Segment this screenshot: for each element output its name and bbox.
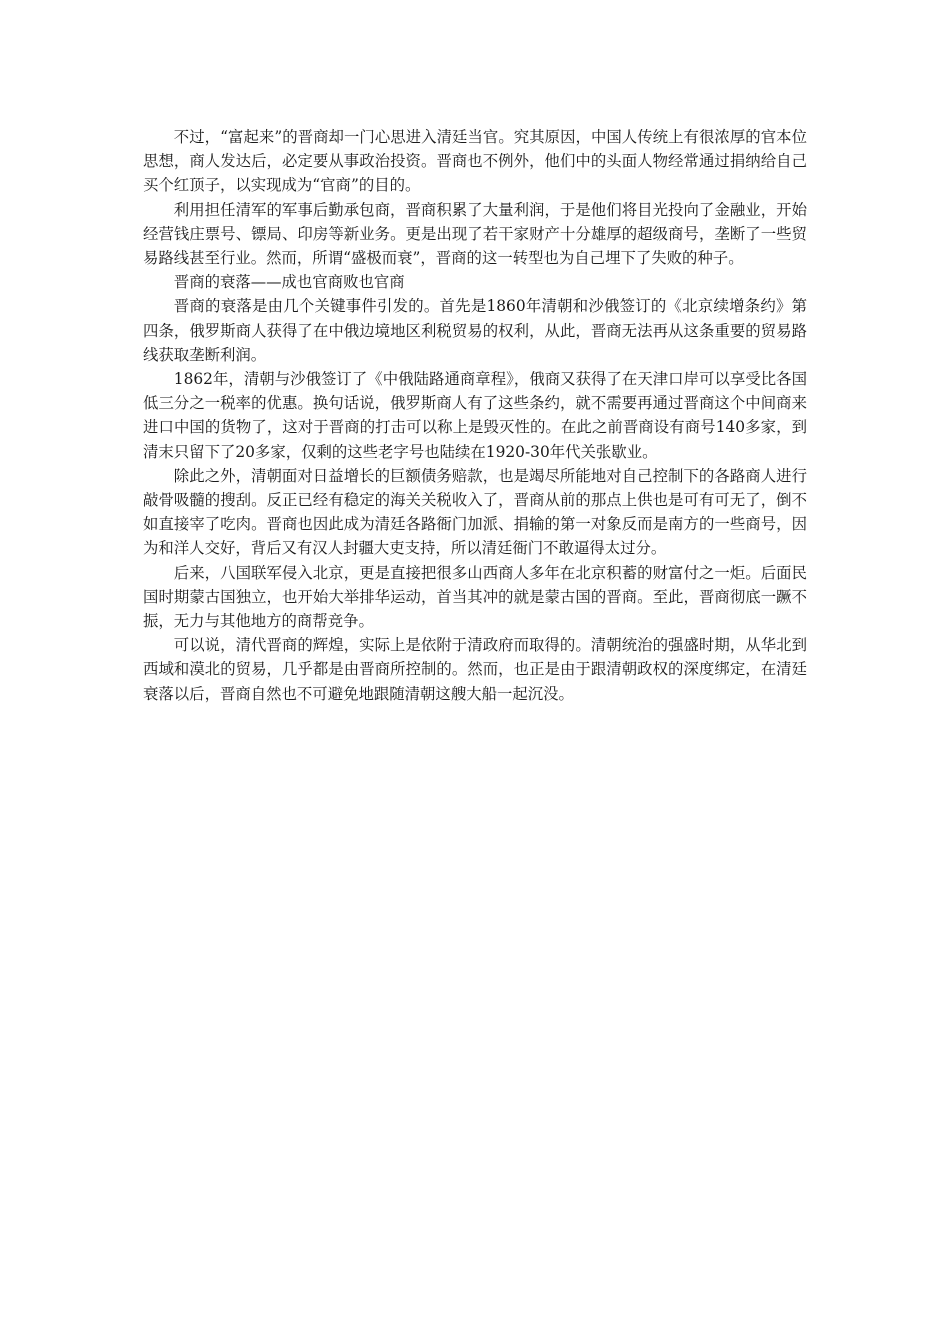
paragraph-5: 除此之外，清朝面对日益增长的巨额债务赔款，也是竭尽所能地对自己控制下的各路商人进行敲骨吸髓的搜刮。反正已经有稳定的海关关税收入了，晋商从前的那点上供也是可有可无了，倒不如直接宰了吃肉。晋商也因此成为清廷各路衙门加派、捐输的第一对象反而是南方的一些商号，因为和洋人交好，背后又有汉人封疆大吏支持，所以清廷衙门不敢逼得太过分。 bbox=[143, 466, 807, 558]
paragraph-4: 1862年，清朝与沙俄签订了《中俄陆路通商章程》，俄商又获得了在天津口岸可以享受比各国低三分之一税率的优惠。换句话说，俄罗斯商人有了这些条约，就不需要再通过晋商这个中间商来进口中国的货物了，这对于晋商的打击可以称上是毁灭性的。在此之前晋商设有商号140多家，到清末只留下了20多家，仅剩的这些老字号也陆续在1920-30年代关张歇业。 bbox=[143, 370, 807, 461]
paragraph-7: 可以说，清代晋商的辉煌，实际上是依附于清政府而取得的。清朝统治的强盛时期，从华北到西域和漠北的贸易，几乎都是由晋商所控制的。然而，也正是由于跟清朝政权的深度绑定，在清廷衰落以后，晋商自然也不可避免地跟随清朝这艘大船一起沉没。 bbox=[143, 636, 807, 703]
article-body bbox=[143, 125, 807, 706]
paragraph-3: 晋商的衰落是由几个关键事件引发的。首先是1860年清朝和沙俄签订的《北京续增条约》第四条，俄罗斯商人获得了在中俄边境地区利税贸易的权利，从此，晋商无法再从这条重要的贸易路线获取垄断利润。 bbox=[143, 297, 807, 364]
paragraph-6: 后来，八国联军侵入北京，更是直接把很多山西商人多年在北京积蓄的财富付之一炬。后面民国时期蒙古国独立，也开始大举排华运动，首当其冲的就是蒙古国的晋商。至此，晋商彻底一蹶不振，无力与其他地方的商帮竞争。 bbox=[143, 563, 807, 631]
section-heading: 晋商的衰落——成也官商败也官商 bbox=[173, 273, 405, 292]
paragraph-2: 利用担任清军的军事后勤承包商，晋商积累了大量利润，于是他们将目光投向了金融业，开始经营钱庄票号、镖局、印房等新业务。更是出现了若干家财产十分雄厚的超级商号，垄断了一些贸易路线甚至行业。然而，所谓“盛极而衰”，晋商的这一转型也为自己埋下了失败的种子。 bbox=[143, 200, 807, 268]
paragraph-1: 不过，“富起来”的晋商却一门心思进入清廷当官。究其原因，中国人传统上有很浓厚的官本位思想，商人发达后，必定要从事政治投资。晋商也不例外，他们中的头面人物经常通过捐纳给自己买个红顶子，以实现成为“官商”的目的。 bbox=[143, 128, 807, 195]
